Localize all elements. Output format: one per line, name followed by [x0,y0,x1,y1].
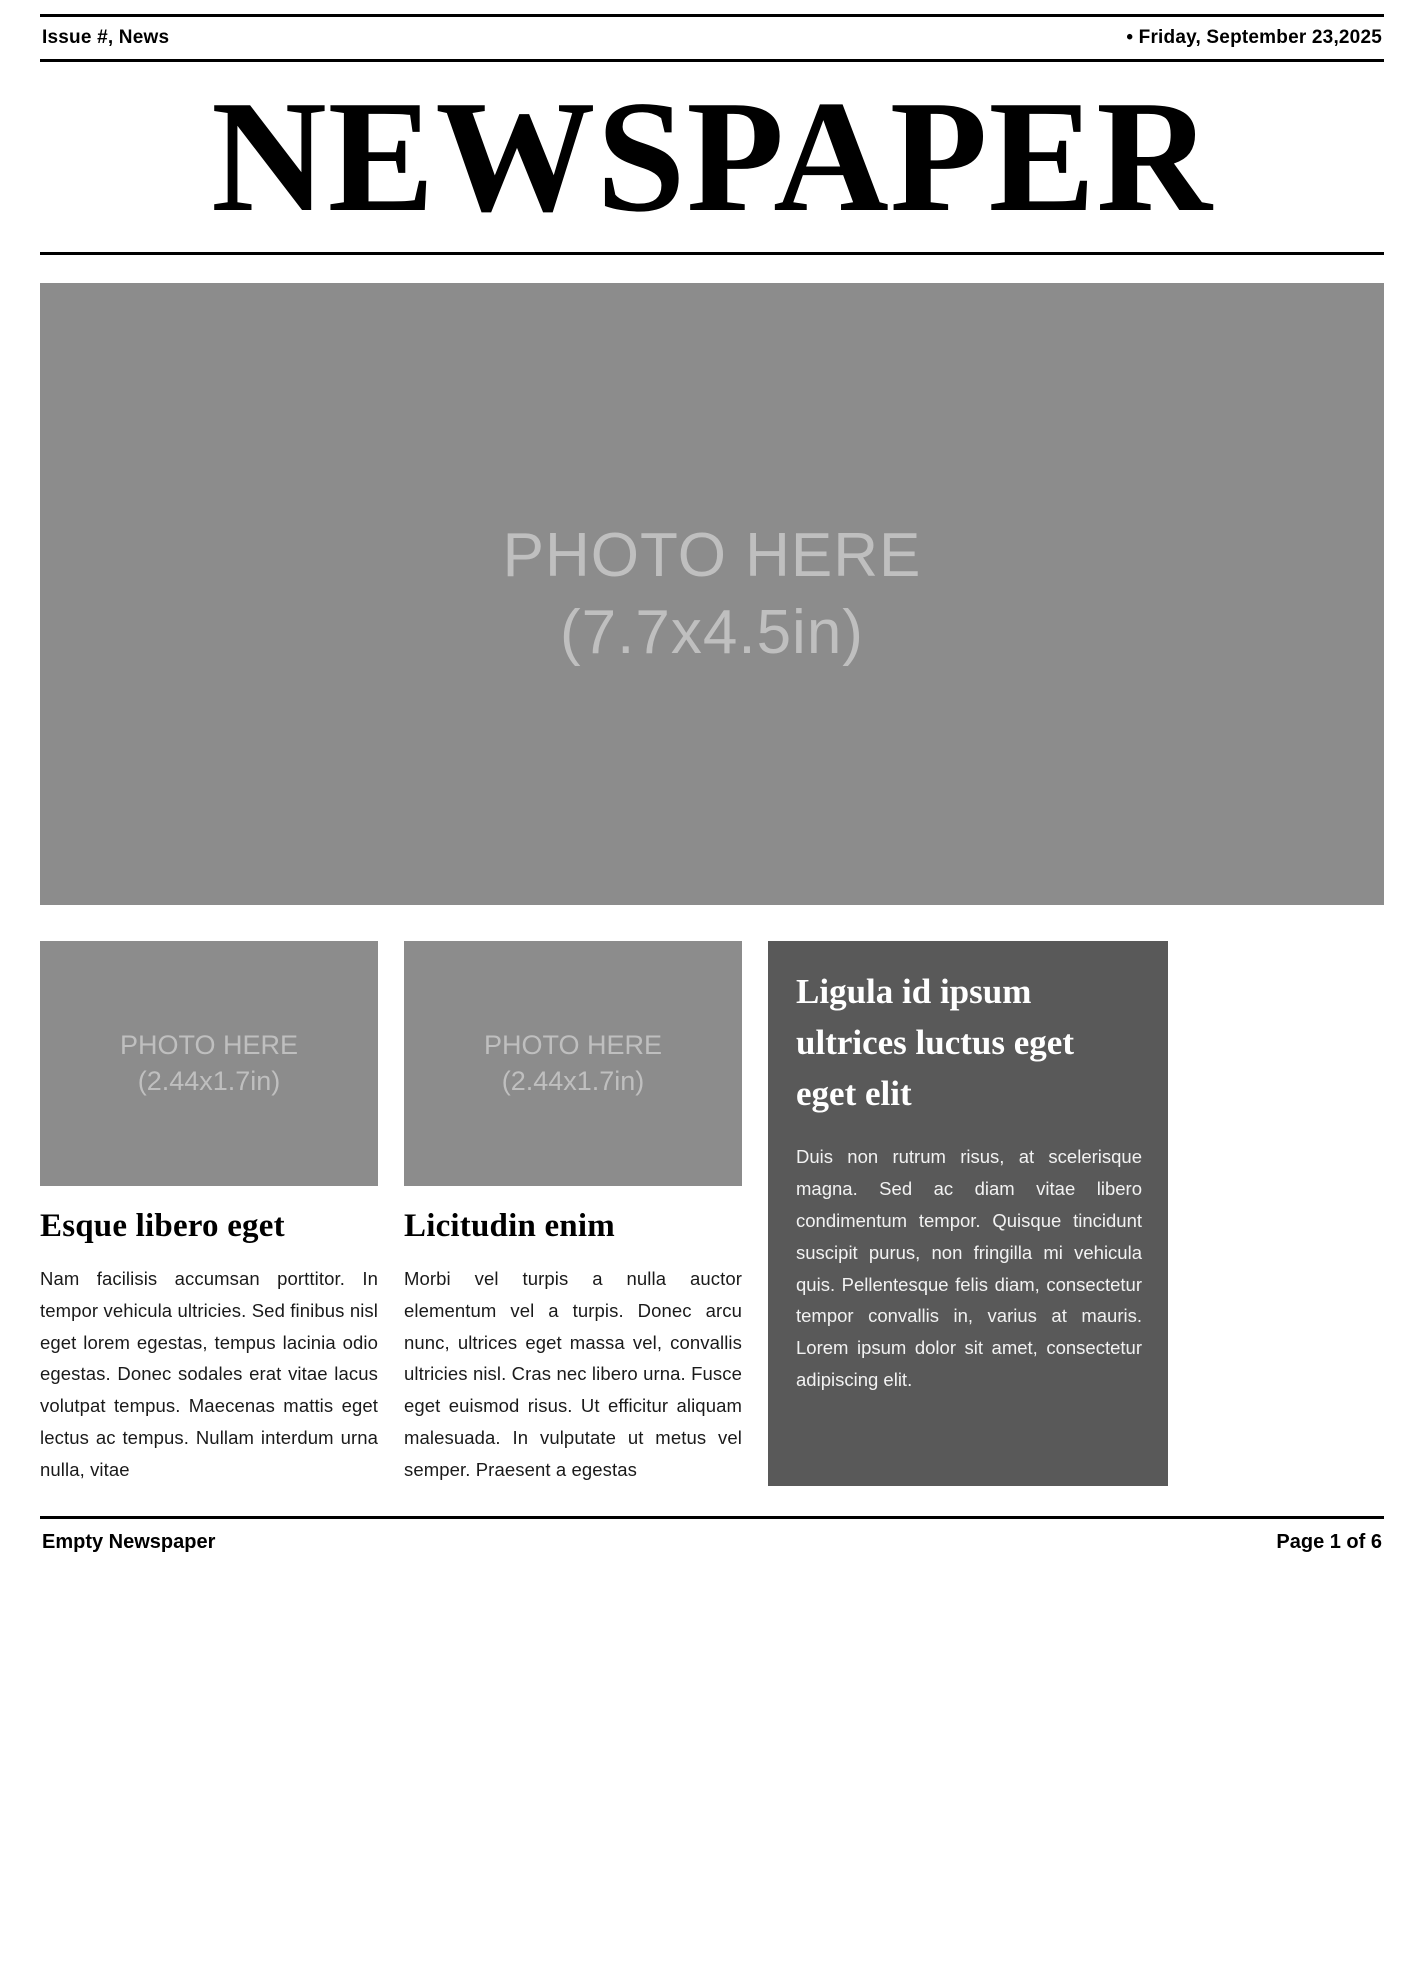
issue-label: Issue #, News [42,27,170,48]
article-photo-placeholder [404,941,742,1186]
article-columns [40,941,1384,1486]
footer-left-label: Empty Newspaper [42,1530,216,1553]
issue-bar [40,17,1384,59]
masthead-bottom-divider [40,252,1384,255]
sidebar-article [768,941,1168,1486]
page-title: NEWSPAPER [211,67,1213,245]
article-column-2 [404,941,742,1486]
hero-photo-label: PHOTO HERE [502,520,922,590]
article-photo-size: (2.44x1.7in) [137,1065,281,1096]
footer [40,1519,1384,1554]
article-photo-label: PHOTO HERE [483,1030,663,1061]
sidebar-body: Duis non rutrum risus, at scelerisque magna. Sed ac diam vitae libero condimentum tempor. Quisque tincidunt suscipit purus, non fringilla mi vehicula quis. Pellentesque felis diam, consectetur tempor convallis in, varius at mauris. Lorem ipsum dolor sit amet, consectetur adipiscing elit. [796,1146,1142,1390]
date-label: • Friday, September 23,2025 [1126,27,1382,48]
hero-photo-size: (7.7x4.5in) [560,598,864,667]
article-photo-size: (2.44x1.7in) [501,1065,645,1096]
masthead [40,62,1384,252]
article-headline: Licitudin enim [404,1208,615,1244]
article-column-1 [40,941,378,1486]
sidebar-headline: Ligula id ipsum ultrices luctus eget eget elit [796,972,1074,1113]
hero-photo-placeholder [40,283,1384,905]
page-number: Page 1 of 6 [1276,1530,1382,1553]
article-photo-placeholder [40,941,378,1186]
article-body: Nam facilisis accumsan porttitor. In tempor vehicula ultricies. Sed finibus nisl eget lorem egestas, tempus lacinia odio egestas. Donec sodales erat vitae lacus volutpat tempus. Maecenas mattis eget lectus ac tempus. Nullam interdum urna nulla, vitae [40,1268,378,1480]
article-photo-label: PHOTO HERE [119,1030,299,1061]
article-headline: Esque libero eget [40,1208,285,1244]
article-body: Morbi vel turpis a nulla auctor elementum vel a turpis. Donec arcu nunc, ultrices eget massa vel, convallis ultricies nisl. Cras nec libero urna. Fusce eget euismod risus. Ut efficitur aliquam malesuada. In vulputate ut metus vel semper. Praesent a egestas [404,1268,742,1480]
